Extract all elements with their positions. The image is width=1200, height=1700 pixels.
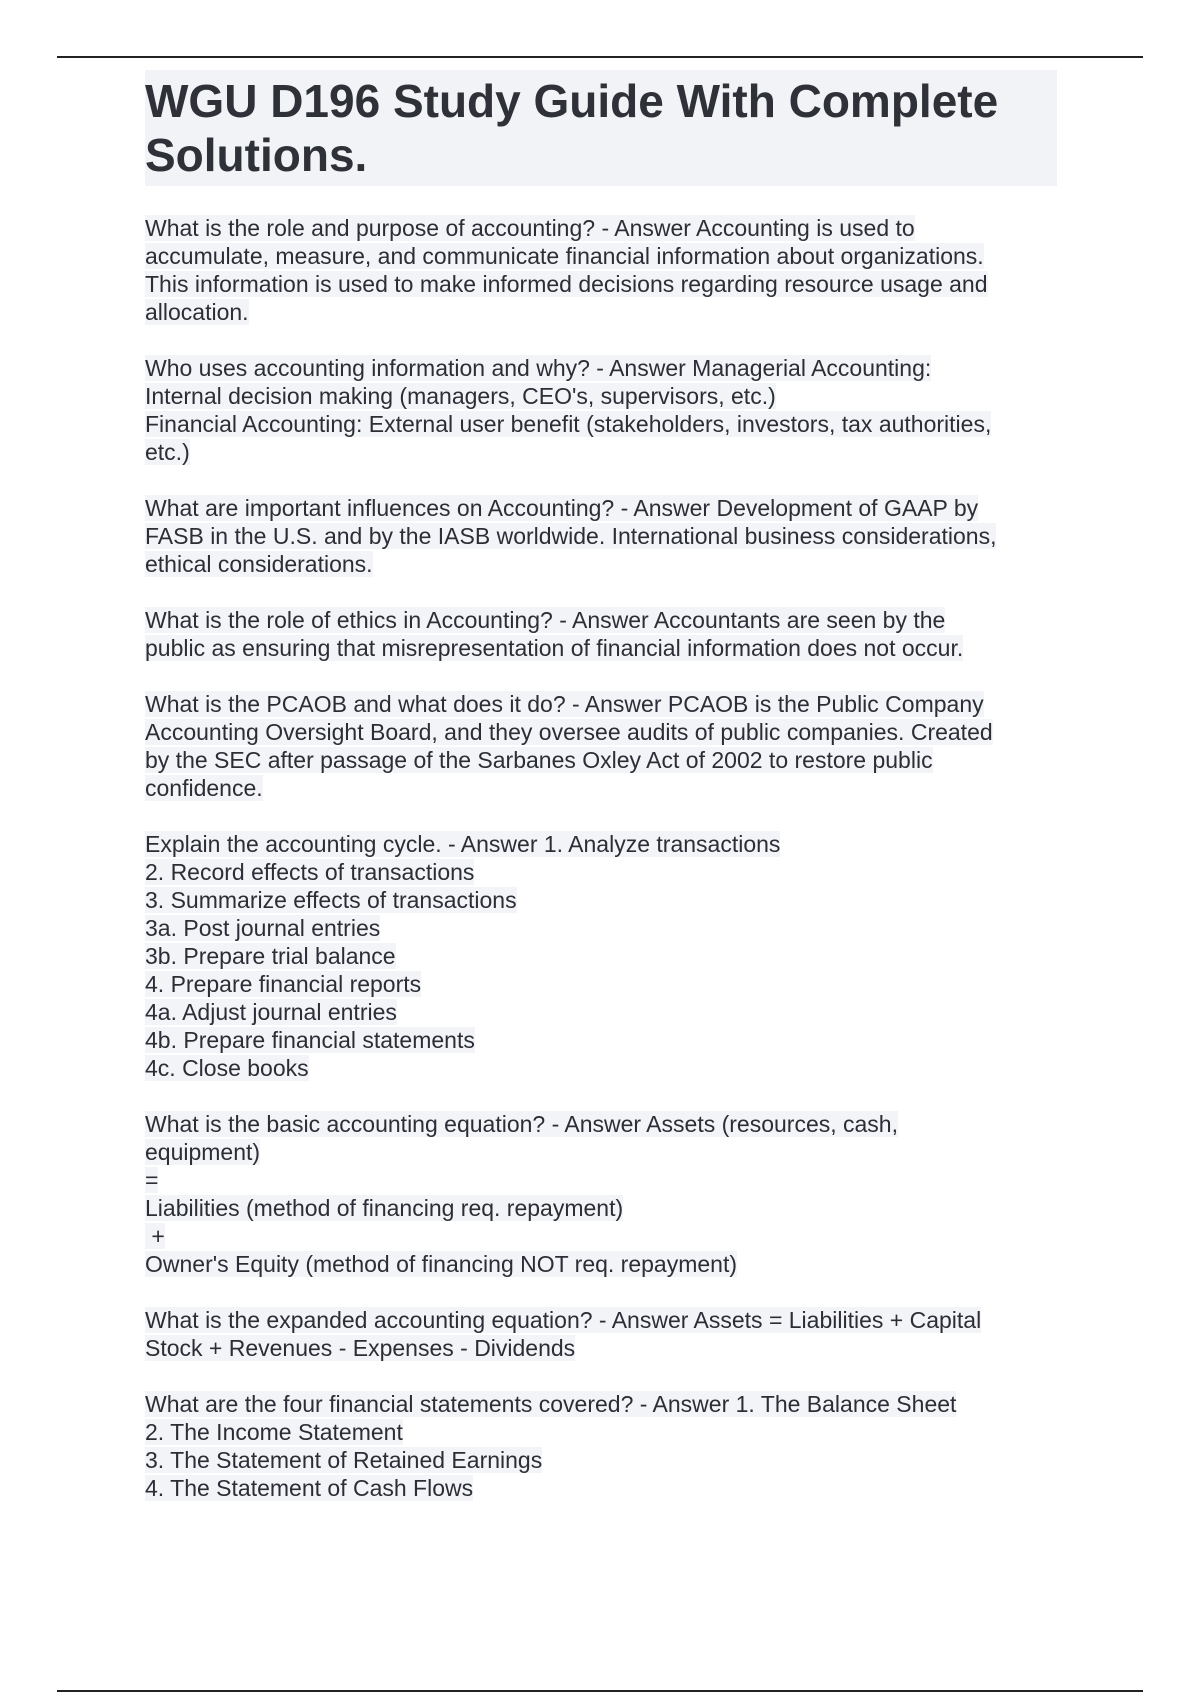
qa-line (145, 382, 1057, 410)
qa-line (145, 1138, 1057, 1166)
qa-line-text: What is the role and purpose of accounting? - Answer Accounting is used to (145, 215, 915, 241)
qa-line-text: Accounting Oversight Board, and they oversee audits of public companies. Created (145, 719, 993, 745)
qa-line (145, 746, 1057, 774)
qa-line-text: 2. Record effects of transactions (145, 859, 475, 885)
document-body (145, 70, 1057, 1530)
qa-line (145, 718, 1057, 746)
qa-line (145, 494, 1057, 522)
qa-line (145, 886, 1057, 914)
qa-line (145, 970, 1057, 998)
qa-line (145, 550, 1057, 578)
qa-line (145, 438, 1057, 466)
qa-item (145, 830, 1057, 1082)
qa-list (145, 214, 1057, 1502)
document-title (145, 70, 1057, 186)
qa-line (145, 410, 1057, 438)
qa-line-text: This information is used to make informed decisions regarding resource usage and (145, 271, 988, 297)
qa-line-text: What are the four financial statements covered? - Answer 1. The Balance Sheet (145, 1391, 957, 1417)
qa-line (145, 242, 1057, 270)
qa-line-text: 4c. Close books (145, 1055, 309, 1081)
qa-line (145, 634, 1057, 662)
qa-line-text: 3. The Statement of Retained Earnings (145, 1447, 543, 1473)
qa-line (145, 354, 1057, 382)
qa-line (145, 1250, 1057, 1278)
qa-line-text: What are important influences on Accounting? - Answer Development of GAAP by (145, 495, 979, 521)
qa-line (145, 298, 1057, 326)
qa-line-text: Who uses accounting information and why? - Answer Managerial Accounting: (145, 355, 932, 381)
qa-line-text: 3. Summarize effects of transactions (145, 887, 517, 913)
qa-line (145, 1166, 1057, 1194)
qa-line (145, 270, 1057, 298)
qa-line (145, 1222, 1057, 1250)
qa-line-text: What is the PCAOB and what does it do? - Answer PCAOB is the Public Company (145, 691, 984, 717)
qa-line-text: 3a. Post journal entries (145, 915, 381, 941)
qa-line-text: 4. Prepare financial reports (145, 971, 422, 997)
footer-divider (57, 1690, 1143, 1692)
qa-line (145, 606, 1057, 634)
qa-line-text: FASB in the U.S. and by the IASB worldwide. International business considerations, (145, 523, 997, 549)
qa-line-text: Liabilities (method of financing req. repayment) (145, 1195, 624, 1221)
qa-line (145, 1334, 1057, 1362)
qa-item (145, 690, 1057, 802)
qa-line (145, 690, 1057, 718)
qa-item (145, 214, 1057, 326)
qa-line (145, 1390, 1057, 1418)
qa-item (145, 354, 1057, 466)
qa-line-text: by the SEC after passage of the Sarbanes Oxley Act of 2002 to restore public (145, 747, 933, 773)
document-title-line-1: WGU D196 Study Guide With Complete (145, 75, 999, 127)
qa-line-text: 2. The Income Statement (145, 1419, 403, 1445)
qa-line (145, 998, 1057, 1026)
qa-line-text: accumulate, measure, and communicate financial information about organizations. (145, 243, 984, 269)
qa-line (145, 522, 1057, 550)
qa-line (145, 1026, 1057, 1054)
qa-line (145, 914, 1057, 942)
qa-line (145, 1054, 1057, 1082)
qa-line-text: 4b. Prepare financial statements (145, 1027, 475, 1053)
qa-line-text: equipment) (145, 1139, 261, 1165)
qa-item (145, 1390, 1057, 1502)
qa-line (145, 1194, 1057, 1222)
qa-line-text: confidence. (145, 775, 263, 801)
qa-line (145, 1446, 1057, 1474)
qa-line-text: What is the expanded accounting equation? - Answer Assets = Liabilities + Capital (145, 1307, 982, 1333)
qa-line (145, 942, 1057, 970)
qa-item (145, 606, 1057, 662)
qa-line-text: 4a. Adjust journal entries (145, 999, 397, 1025)
qa-line-text: 3b. Prepare trial balance (145, 943, 396, 969)
qa-line-text: What is the basic accounting equation? - Answer Assets (resources, cash, (145, 1111, 898, 1137)
document-title-line-2: Solutions. (145, 129, 368, 181)
qa-item (145, 1306, 1057, 1362)
qa-line-text: Explain the accounting cycle. - Answer 1. Analyze transactions (145, 831, 781, 857)
qa-line (145, 214, 1057, 242)
qa-item (145, 1110, 1057, 1278)
qa-line-text: 4. The Statement of Cash Flows (145, 1475, 474, 1501)
qa-line (145, 1474, 1057, 1502)
qa-line-text: What is the role of ethics in Accounting? - Answer Accountants are seen by the (145, 607, 946, 633)
qa-line-text: allocation. (145, 299, 249, 325)
qa-line-text: ethical considerations. (145, 551, 373, 577)
qa-line-text: Owner's Equity (method of financing NOT req. repayment) (145, 1251, 738, 1277)
qa-line-text: = (145, 1167, 159, 1193)
qa-line (145, 1418, 1057, 1446)
qa-line-text: Stock + Revenues - Expenses - Dividends (145, 1335, 576, 1361)
qa-line-text: etc.) (145, 439, 190, 465)
qa-line (145, 1306, 1057, 1334)
qa-line (145, 774, 1057, 802)
header-divider (57, 56, 1143, 58)
qa-line-text: + (145, 1223, 165, 1249)
qa-line-text: public as ensuring that misrepresentation of financial information does not occur. (145, 635, 964, 661)
qa-line (145, 858, 1057, 886)
qa-item (145, 494, 1057, 578)
qa-line (145, 830, 1057, 858)
qa-line-text: Financial Accounting: External user benefit (stakeholders, investors, tax authorities, (145, 411, 992, 437)
qa-line (145, 1110, 1057, 1138)
qa-line-text: Internal decision making (managers, CEO's, supervisors, etc.) (145, 383, 776, 409)
